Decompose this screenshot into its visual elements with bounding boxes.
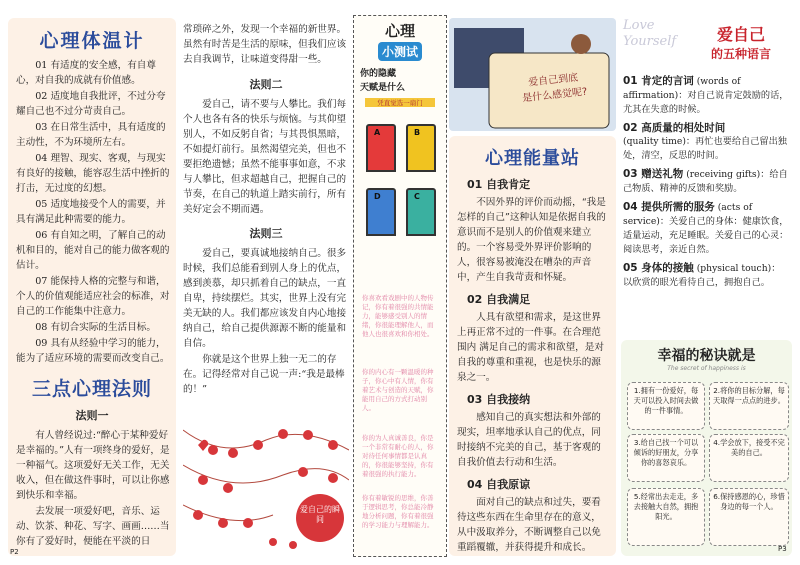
happiness-subtitle: The secret of happiness is <box>667 365 746 372</box>
poster-line1: 爱自己到底 <box>527 72 579 89</box>
quiz-question-line2: 天赋是什么 <box>360 83 406 93</box>
left-panel <box>8 18 176 556</box>
love-languages-list <box>623 74 789 290</box>
love-paragraph-2: ：再忙也要给自己留出独处，清空，反思的时间。 <box>623 136 787 161</box>
door-c[interactable]: D <box>366 188 396 236</box>
love-paragraph-4: ：关爱自己的身体：健康饮食，适量运动，充足睡眠。关爱自己的心灵：阅读思考，亲近自然。 <box>623 216 789 255</box>
energy-paragraph-4: 面对自己的缺点和过失，要看待这些东西在生命里存在的意义，从中汲取养分，不断调整自己以免重蹈覆辙，并获得提升和成长。 <box>457 497 601 553</box>
tip-5: 5.经常出去走走，多去接触大自然，拥抱阳光。 <box>627 488 705 546</box>
hanging-hearts-illustration <box>183 420 349 555</box>
rule3-paragraph: 爱自己，要真诚地接纳自己。很多时候，我们总能看到别人身上的优点，感到羡慕，却只抓着自己的缺点，一直自卑，持续摆烂。其实，世界上没有完美无缺的人。我们都应该发自内心地接纳自己，给自己提供源源不断的能量和自信。 <box>183 248 347 349</box>
happiness-card <box>621 340 792 556</box>
health-item-2: 02 适度地自我批评，不过分夸耀自己也不过分苛责自己。 <box>16 91 166 117</box>
love-title-line2: 的五种语言 <box>710 47 771 61</box>
health-list <box>16 58 170 366</box>
page-number-right: P3 <box>778 545 787 553</box>
rule3-paragraph-2: 你就是这个世界上独一无二的存在。记得经常对自己说一声:“我是最棒的！” <box>183 354 345 395</box>
love-paragraph-5: ：以欣赏的眼光看待自己，拥抱自己。 <box>623 263 781 288</box>
love-yourself-deco: Love Yourself <box>623 18 677 49</box>
energy-paragraph-2: 人具有欲望和需求，是这世界上再正常不过的一件事。在合理范围内 满足自己的需求和欲望，是对自我的尊重和重视，也是快乐的源泉之一。 <box>457 312 604 383</box>
energy-heading-4: 04 自我原谅 <box>467 478 531 491</box>
energy-heading-3: 03 自我接纳 <box>467 393 531 406</box>
energy-heading-1: 01 自我肯定 <box>467 178 531 191</box>
quiz-answer-1: 你喜欢看戏剧中的人物传记，你有着很强的共情能力，能够感受别人的情绪，你很能理解他人，而他人也很喜欢和你相处。 <box>362 294 434 338</box>
love-heading-1-en: (words of affirmation) <box>623 76 741 101</box>
love-heading-3-en: (receiving gifts) <box>686 169 761 180</box>
love-paragraph-3: ：给自己物质、精神的反馈和奖励。 <box>623 169 788 194</box>
quiz-panel <box>353 15 447 557</box>
energy-station-panel <box>449 136 616 556</box>
door-a[interactable]: A <box>366 124 396 172</box>
tip-2: 2.将你的目标分解，每天取得一点点的进步。 <box>709 382 789 430</box>
quiz-title-line2: 小测试 <box>378 42 422 61</box>
quiz-question-line1: 你的隐藏 <box>360 69 397 79</box>
tip-3: 3.给自己找一个可以倾诉的好朋友，分享你的喜怒哀乐。 <box>627 434 705 482</box>
love-languages-title <box>693 22 789 62</box>
love-item-5 <box>623 261 789 290</box>
tip-6: 6.保持感恩的心，珍惜身边的每一个人。 <box>709 488 789 546</box>
section-title-heart-thermometer: 心理体温计 <box>39 30 145 52</box>
love-heading-2-en: (quality time) <box>623 136 686 147</box>
rule1-title: 法则一 <box>75 409 109 422</box>
rule2-paragraph: 爱自己，请不要与人攀比。我们每个人也各有各的快乐与烦恼。与其仰望别人，不如反躬自省；与其畏惧黑暗，不如提灯前行。虽然渴望完美，但也不要拒绝遗憾；虽然不能事事如意，不求与人攀比，但求超越自己，把握自己的节奏，在自己的轨道上踏实前行，所有美好定会不期而遇。 <box>183 99 347 215</box>
love-heading-5: 05 身体的接触 <box>623 262 694 274</box>
door-grid <box>362 124 438 234</box>
health-item-1: 01 有适度的安全感，有自尊心，对自我的成就有价值感。 <box>16 60 156 86</box>
love-item-3 <box>623 167 789 196</box>
happiness-title: 幸福的秘诀就是 <box>657 348 756 364</box>
love-heading-1: 01 肯定的言词 <box>623 75 694 87</box>
love-item-1 <box>623 74 789 117</box>
quiz-title <box>354 20 446 61</box>
middle-text-panel <box>183 22 349 398</box>
health-item-5: 05 适度地接受个人的需要，并具有满足此种需要的能力。 <box>16 199 166 225</box>
rule1-paragraph-2: 去发展一项爱好吧，音乐、运动、饮茶、种花、写字、画画……当你有了爱好时，便能在平淡的日 <box>16 506 170 547</box>
love-title-line1: 爱自己 <box>716 25 765 44</box>
health-item-9: 09 具有从经验中学习的能力，能为了适应环境的需要而改变自己。 <box>16 338 170 364</box>
heart-bubble-text: 爱自己的瞬间 <box>300 505 340 524</box>
tip-1: 1.拥有一份爱好，每天可以投入时间去做的一件事情。 <box>627 382 705 430</box>
health-item-6: 06 有自知之明，了解自己的动机和目的，能对自己的能力做客观的估计。 <box>16 230 170 271</box>
love-heading-4-en: (acts of service) <box>623 202 753 227</box>
health-item-3: 03 在日常生活中，具有适度的主动性，不为环境所左右。 <box>16 122 166 148</box>
energy-paragraph-3: 感知自己的真实想法和外部的现实，坦率地承认自己的优点，同时接纳不完美的自己，基于客观的自我价值去行动和生活。 <box>457 412 601 468</box>
tip-4: 4.学会放下，接受不完美的自己。 <box>709 434 789 482</box>
quiz-answer-2: 你的内心有一颗温暖的种子，你心中有人情，你有着艺术与创造的天赋，你能用自己的方式打动别人。 <box>362 368 434 412</box>
rule2-title: 法则二 <box>249 78 283 91</box>
love-item-4 <box>623 200 789 257</box>
quiz-title-line1: 心理 <box>384 22 415 40</box>
quiz-question <box>360 67 446 95</box>
love-heading-5-en: (physical touch) <box>696 263 772 274</box>
quiz-answer-3: 你的为人真诚善良，你是一个非常有耐心的人，你对待任何事情都是认真的，你很能够坚持，你有着很强的执行能力。 <box>362 434 434 478</box>
section-title-three-rules: 三点心理法则 <box>31 378 152 400</box>
energy-paragraph-1: 不因外界的评价而动摇，“我是怎样的自己”这种认知是依据自我的意识而不是别人的价值观来建立的。一个容易受外界评价影响的人，很容易被淹没在嘈杂的声音中，产生自我苛责和怀疑。 <box>457 197 606 283</box>
love-heading-3: 03 赠送礼物 <box>623 168 684 180</box>
section-title-energy-station: 心理能量站 <box>485 148 580 169</box>
rule1-paragraph: 有人曾经说过:“醉心于某种爱好是幸福的。”人有一项终身的爱好，是一种福气。这项爱好无关工作，无关收入，但在做这件事时，可以让你感到快乐和幸福。 <box>16 430 170 501</box>
door-d[interactable]: C <box>406 188 436 236</box>
love-heading-2: 02 高质量的相处时间 <box>623 122 726 134</box>
health-item-4: 04 理智、现实、客观，与现实有良好的接触，能容忍生活中挫折的打击，无过度的幻想。 <box>16 153 170 194</box>
poster-line2: 是什么感觉呢? <box>521 86 588 105</box>
love-item-2 <box>623 121 789 163</box>
poster-illustration <box>449 18 616 131</box>
page-number-left: P2 <box>10 548 19 556</box>
love-heading-4: 04 提供所需的服务 <box>623 201 715 213</box>
quiz-answer-4: 你有着敏锐的思维，你善于逻辑思考，你总能冷静地分析问题，你有着很强的学习能力与理解能力。 <box>362 494 434 529</box>
rule1-continuation: 常琐碎之外，发现一个幸福的新世界。虽然有时苦是生活的原味，但我们应该去自我调节，让味道变得甜一些。 <box>183 24 347 65</box>
energy-heading-2: 02 自我满足 <box>467 293 531 306</box>
rule3-title: 法则三 <box>249 227 283 240</box>
quiz-ribbon: 凭直觉选一扇门 <box>365 98 435 107</box>
health-item-8: 08 有切合实际的生活目标。 <box>35 322 156 333</box>
health-item-7: 07 能保持人格的完整与和谐，个人的价值观能适应社会的标准，对自己的工作能集中注意力。 <box>16 276 170 317</box>
love-paragraph-1: ：对自己说肯定鼓励的话，尤其在失意的时候。 <box>623 90 789 115</box>
door-b[interactable]: B <box>406 124 436 172</box>
